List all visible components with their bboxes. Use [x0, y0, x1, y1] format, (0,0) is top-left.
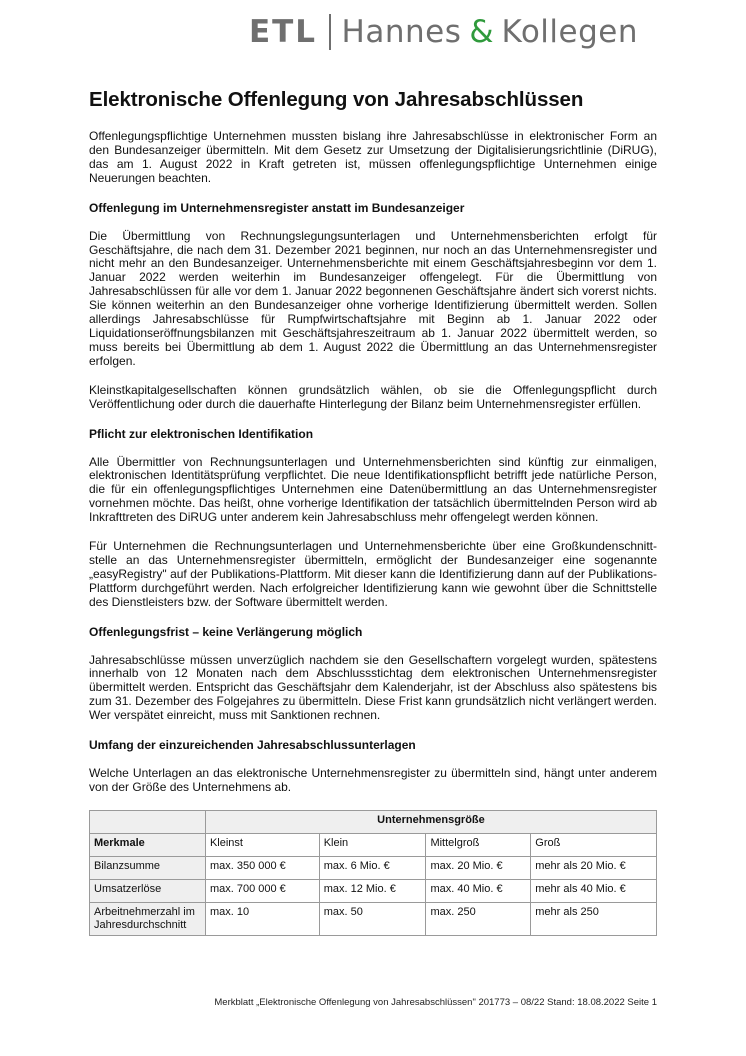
table-header-cell: Klein [319, 833, 426, 856]
table-row [90, 856, 657, 879]
logo-name-hannes: Hannes [341, 14, 462, 50]
table-cell: max. 350 000 € [205, 856, 319, 879]
page-title: Elektronische Offenlegung von Jahresabschlüssen [89, 88, 584, 111]
company-logo [249, 12, 638, 52]
company-size-table [89, 810, 657, 936]
table-row-label: Umsatzerlöse [90, 879, 206, 902]
table-row-label: Bilanzsumme [90, 856, 206, 879]
logo-ampersand: & [469, 14, 494, 50]
table-cell: max. 50 [319, 902, 426, 935]
table-group-header-row [90, 810, 657, 833]
table-header-cell-empty [90, 810, 206, 833]
table-row [90, 879, 657, 902]
table-cell: mehr als 20 Mio. € [531, 856, 657, 879]
section-heading-identification: Pflicht zur elektronischen Identifikation [89, 426, 314, 441]
table-cell: max. 20 Mio. € [426, 856, 531, 879]
section-heading-scope: Umfang der einzureichenden Jahresabschlussunterlagen [89, 738, 416, 753]
table-group-header: Unternehmensgröße [205, 810, 656, 833]
section-paragraph: Jahresabschlüsse müssen unverzüglich nachdem sie den Gesellschaftern vorgelegt wurden, spätestens innerhalb von 12 Monaten nach dem Abschlussstichtag dem elektronischen Unternehmensregister übermittelt werden. Entspricht das Geschäftsjahr dem Kalenderjahr, ist der Abschluss also spätestens bis zum 31. Dezember des Folgejahres zu übermitteln. Diese Frist kann grundsätzlich nicht verlängert werden. Wer verspätet einreicht, muss mit Sanktionen rechnen. [89, 652, 657, 723]
document-body [89, 88, 657, 936]
logo-divider [329, 14, 331, 50]
table-cell: mehr als 250 [531, 902, 657, 935]
table-row [90, 902, 657, 935]
table-cell: max. 12 Mio. € [319, 879, 426, 902]
logo-name-kollegen: Kollegen [501, 14, 638, 50]
table-header-row [90, 833, 657, 856]
table-header-cell: Mittelgroß [426, 833, 531, 856]
table-header-cell: Groß [531, 833, 657, 856]
section-heading-register: Offenlegung im Unternehmensregister anstatt im Bundesanzeiger [89, 200, 465, 215]
table-cell: max. 10 [205, 902, 319, 935]
table-cell: mehr als 40 Mio. € [531, 879, 657, 902]
table-cell: max. 40 Mio. € [426, 879, 531, 902]
section-paragraph: Kleinstkapitalgesellschaften können grundsätzlich wählen, ob sie die Offenlegungspflicht durch Veröffentlichung oder durch die dauerhafte Hinterlegung der Bilanz beim Unternehmensregister erfüllen. [89, 382, 657, 411]
section-heading-deadline: Offenlegungsfrist – keine Verlängerung möglich [89, 624, 363, 639]
section-paragraph: Welche Unterlagen an das elektronische Unternehmensregister zu übermitteln sind, hängt unter anderem von der Größe des Unternehmens ab. [89, 766, 657, 794]
table-cell: max. 250 [426, 902, 531, 935]
table-cell: max. 700 000 € [205, 879, 319, 902]
page-footer: Merkblatt „Elektronische Offenlegung von Jahresabschlüssen" 201773 – 08/22 Stand: 18.08.2022 Seite 1 [214, 997, 657, 1008]
table-row-label: Arbeitnehmerzahl im Jahresdurchschnitt [90, 902, 206, 935]
section-paragraph: Die Übermittlung von Rechnungslegungsunterlagen und Unternehmensberichten erfolgt für Geschäftsjahre, die nach dem 31. Dezember 2021 beginnen, nur noch an das Unternehmensregister und nicht mehr an den Bundesanzeiger. Unternehmensberichte mit einem Geschäftsjahresbeginn vor dem 1. Januar 2022 werden weiterhin im Bundesanzeiger offengelegt. Für die Übermittlung von Jahresabschlüssen für alle vor dem 1. Januar 2022 begonnenen Geschäftsjahre ändert sich vorerst nichts. Sie können weiterhin an den Bundesanzeiger ohne vorherige Identifizierung übermittelt werden. Sollen allerdings Jahresabschlüsse für Rumpfwirtschaftsjahre mit Beginn ab 1. Januar 2022 oder Liquidationseröffnungsbilanzen mit Geschäftsjahreszeitraum ab 1. Januar 2022 übermittelt werden, so muss bereits bei Übermittlung ab dem 1. August 2022 die Übermittlung an das Unternehmensregister erfolgen. [89, 228, 657, 368]
table-header-cell: Merkmale [90, 833, 206, 856]
intro-paragraph: Offenlegungspflichtige Unternehmen mussten bislang ihre Jahresabschlüsse in elektronischer Form an den Bundesanzeiger übermitteln. Mit dem Gesetz zur Umsetzung der Digitalisierungsrichtlinie (DiRUG), das am 1. August 2022 in Kraft getreten ist, müssen offenlegungspflichtige Unternehmen einige Neuerungen beachten. [89, 129, 657, 185]
table-cell: max. 6 Mio. € [319, 856, 426, 879]
section-paragraph: Alle Übermittler von Rechnungsunterlagen und Unternehmensberichten sind künftig zur einmaligen, elektronischen Identitätsprüfung verpflichtet. Die neue Identifikationspflicht betrifft jede natürliche Person, die für ein offenlegungspflichtiges Unternehmen eine Datenübermittlung an das Unternehmensregister vornehmen möchte. Das heißt, ohne vorherige Identifikation der tatsächlich übermittelnden Person wird ab Inkrafttreten des DiRUG unter anderem kein Jahresabschluss mehr offengelegt werden können. [89, 454, 657, 525]
section-paragraph: Für Unternehmen die Rechnungsunterlagen und Unternehmensberichte über eine Großkundenschnitt-stelle an das Unternehmensregister übermitteln, ermöglicht der Bundesanzeiger eine sogenannte „easyRegistry" auf der Publikations-Plattform. Mit dieser kann die Identifizierung dann auf der Publikations-Plattform durchgeführt werden. Nach erfolgreicher Identifizierung kann wie gewohnt über die Schnittstelle des Dienstleisters bzw. der Software übermittelt werden. [89, 539, 657, 609]
logo-etl-text: ETL [248, 14, 318, 50]
table-header-cell: Kleinst [205, 833, 319, 856]
